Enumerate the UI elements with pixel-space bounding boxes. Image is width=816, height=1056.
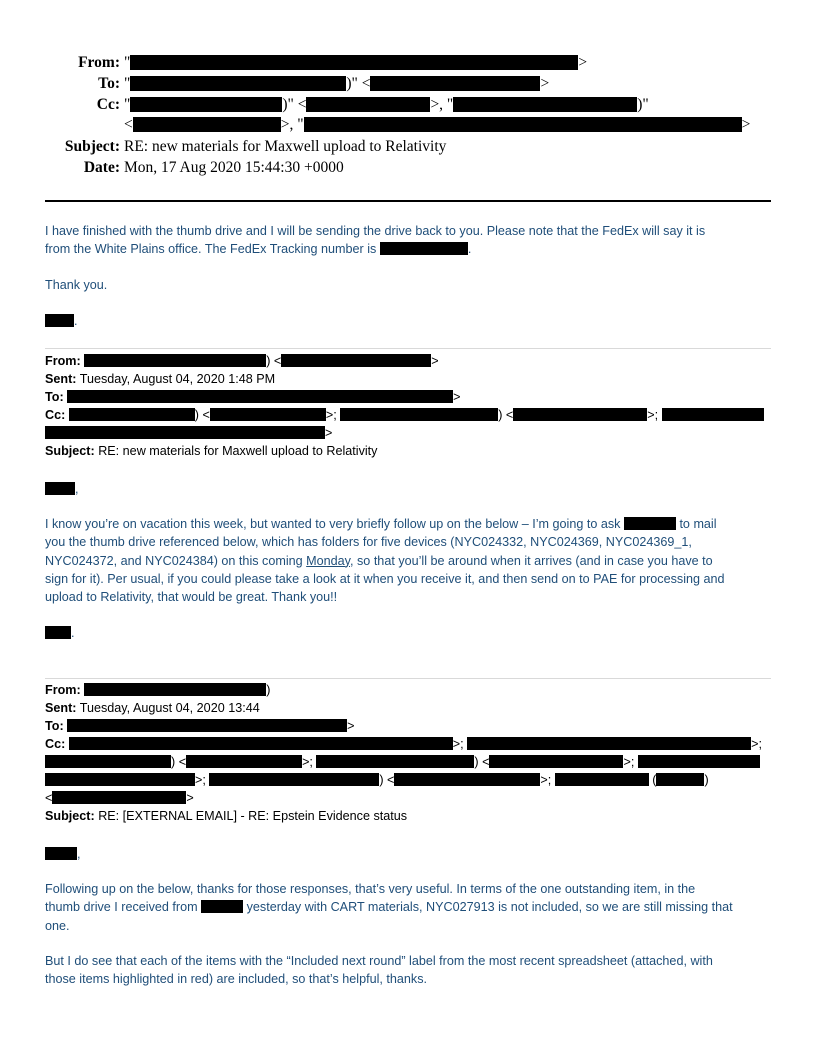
to-value: " )" < > xyxy=(124,75,550,92)
redaction xyxy=(209,773,379,786)
message2-sent: Sent: Tuesday, August 04, 2020 1:48 PM xyxy=(45,372,276,386)
date-label: Date: xyxy=(83,159,120,176)
redaction xyxy=(662,408,764,421)
message3-line5: those items highlighted in red) are included, so that’s helpful, thanks. xyxy=(45,972,428,987)
redaction xyxy=(67,390,453,403)
redaction xyxy=(656,773,704,786)
message2-cc-line2: > xyxy=(45,426,332,440)
message2-divider xyxy=(45,348,771,349)
redaction xyxy=(67,719,347,732)
redaction xyxy=(513,408,647,421)
redaction xyxy=(45,755,171,768)
redaction xyxy=(555,773,649,786)
redaction xyxy=(316,755,474,768)
redaction xyxy=(306,97,430,112)
redaction xyxy=(467,737,751,750)
message3-line4: But I do see that each of the items with the “Included next round” label from the most recent spreadsheet (attached, with xyxy=(45,954,713,968)
redaction xyxy=(281,354,431,367)
header-divider xyxy=(45,200,771,202)
monday-underlined: Monday xyxy=(306,553,351,568)
message3-body-p1 xyxy=(45,880,771,935)
message3-line1: Following up on the below, thanks for those responses, that’s very useful. In terms of the one outstanding item, in the xyxy=(45,882,696,896)
redaction xyxy=(45,482,75,495)
redaction xyxy=(84,354,266,367)
redaction xyxy=(130,55,578,70)
redaction xyxy=(210,408,326,421)
redaction xyxy=(45,314,74,327)
redaction xyxy=(489,755,623,768)
redaction xyxy=(380,242,468,255)
message3-divider xyxy=(45,678,771,679)
redaction xyxy=(624,517,676,530)
message2-line2: you the thumb drive referenced below, which has folders for five devices (NYC024332, NYC024369, NYC024369_1, xyxy=(45,535,692,550)
message3-cc-line4: < > xyxy=(45,791,194,805)
message3-to: To: > xyxy=(45,719,355,733)
message2-line5: upload to Relativity, that would be great. Thank you!! xyxy=(45,590,338,605)
message1-thanks: Thank you. xyxy=(45,278,108,292)
message2-salutation: , xyxy=(45,480,771,498)
message3-salutation: , xyxy=(45,845,771,863)
subject-value: RE: new materials for Maxwell upload to Relativity xyxy=(124,138,447,155)
message2-line3: NYC024372, and NYC024384) on this coming Monday, so that you’ll be around when it arrives (and in case you have to xyxy=(45,553,713,568)
redaction xyxy=(69,408,195,421)
redaction xyxy=(638,755,760,768)
message1-line1: I have finished with the thumb drive and I will be sending the drive back to you. Please note that the FedEx will say it is xyxy=(45,224,706,238)
redaction xyxy=(370,76,540,91)
message1-line2: from the White Plains office. The FedEx Tracking number is . xyxy=(45,242,472,257)
message2-subject: Subject: RE: new materials for Maxwell upload to Relativity xyxy=(45,444,378,458)
message1-signature: . xyxy=(45,312,771,330)
message3-body-p2 xyxy=(45,952,771,989)
from-label: From: xyxy=(78,54,120,71)
to-label: To: xyxy=(98,75,120,92)
redaction xyxy=(45,626,71,639)
from-value: " > xyxy=(124,54,588,71)
message2-line1: I know you’re on vacation this week, but wanted to very briefly follow up on the below – I’m going to ask to mail xyxy=(45,517,717,531)
redaction xyxy=(186,755,302,768)
redaction xyxy=(52,791,186,804)
message1-body xyxy=(45,222,771,259)
redaction xyxy=(453,97,637,112)
cc-value-line2: < >, " > xyxy=(124,116,751,133)
redaction xyxy=(69,737,453,750)
message3-line3: one. xyxy=(45,918,70,933)
message2-cc-line1: Cc: ) < >; ) < >; xyxy=(45,408,764,422)
redaction xyxy=(133,117,281,132)
message3-line2: thumb drive I received from yesterday with CART materials, NYC027913 is not included, so we are still missing that xyxy=(45,900,733,915)
subject-label: Subject: xyxy=(64,138,120,155)
redaction xyxy=(304,117,742,132)
message3-from: From: ) xyxy=(45,683,271,697)
redaction xyxy=(130,97,282,112)
message3-cc-line3: >; ) < >; ( ) xyxy=(45,773,709,787)
redaction xyxy=(45,847,77,860)
cc-value-line1: " )" < >, " )" xyxy=(124,96,649,113)
date-value: Mon, 17 Aug 2020 15:44:30 +0000 xyxy=(124,159,344,176)
redaction xyxy=(84,683,266,696)
redaction xyxy=(201,900,243,913)
message2-to: To: > xyxy=(45,390,461,404)
message2-signature: . xyxy=(45,624,771,642)
redaction xyxy=(45,426,325,439)
message2-line4: sign for it). Per usual, if you could please take a look at it when you receive it, and then send on to PAE for processing and xyxy=(45,571,725,586)
message2-body xyxy=(45,515,771,606)
redaction xyxy=(130,76,346,91)
redaction xyxy=(394,773,540,786)
message2-from: From: ) < > xyxy=(45,354,439,368)
cc-label: Cc: xyxy=(96,96,120,113)
redaction xyxy=(45,773,195,786)
message3-cc-line2: ) < >; ) < >; xyxy=(45,755,760,769)
message3-sent: Sent: Tuesday, August 04, 2020 13:44 xyxy=(45,701,260,715)
message3-cc-line1: Cc: >; >; xyxy=(45,737,763,751)
message3-subject: Subject: RE: [EXTERNAL EMAIL] - RE: Epstein Evidence status xyxy=(45,809,408,823)
redaction xyxy=(340,408,498,421)
